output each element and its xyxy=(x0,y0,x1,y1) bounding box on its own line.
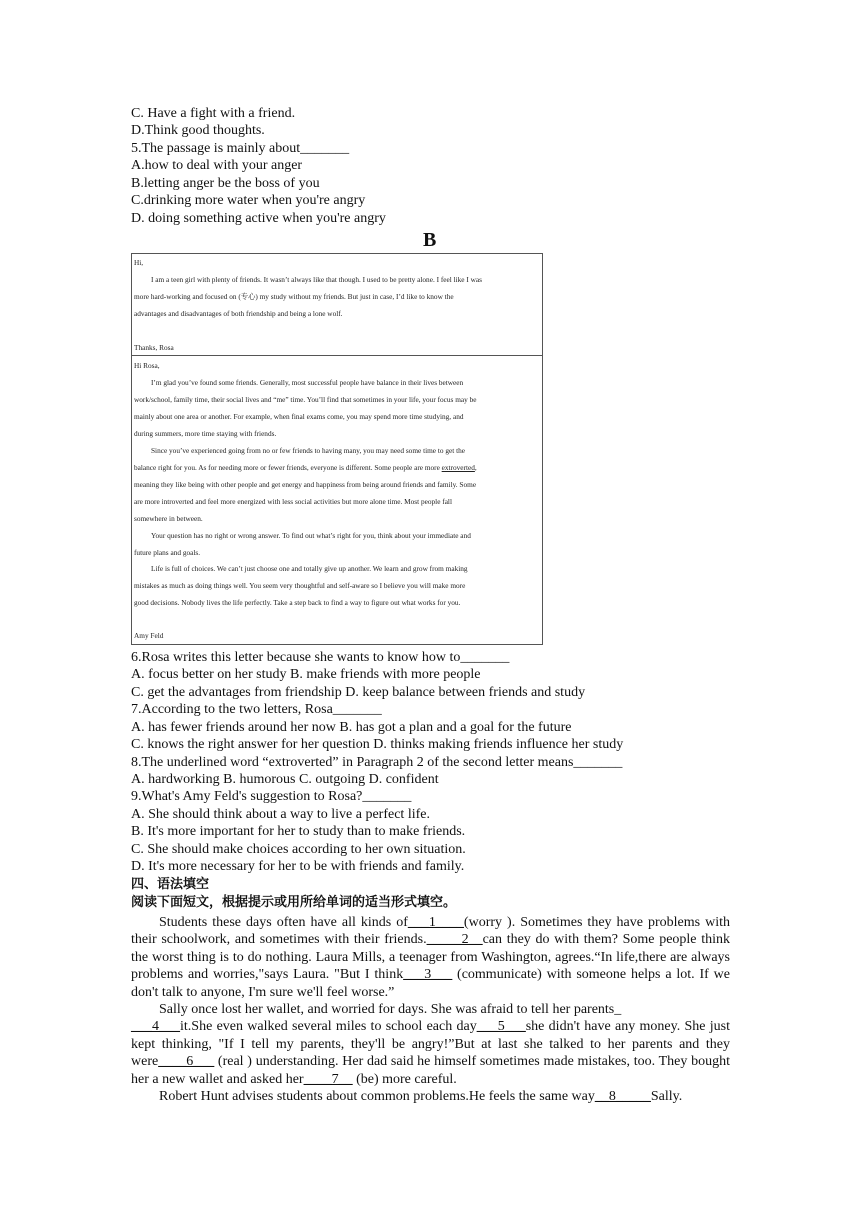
letter-line: somewhere in between. xyxy=(134,514,203,523)
question-stem: 9.What's Amy Feld's suggestion to Rosa?_______ xyxy=(131,789,412,804)
passage-text: can they do with them? Some people think the worst thing is to do nothing. Laura Mills, a teenager from Washington, agrees.“In life,there are always problems and worries,"says Laura. "But I think xyxy=(131,932,730,983)
blank-7[interactable]: ____7__ xyxy=(303,1071,353,1087)
section-title: 四、语法填空 xyxy=(131,877,210,892)
passage-text: (communicate) with someone helps a lot. If we don't talk to anyone, I'm sure we'll feel worse.” xyxy=(131,967,731,1000)
letter-text: balance right for you. As for needing more or fewer friends, everyone is different. Some people are more xyxy=(134,463,440,472)
passage-text: (worry ). Sometimes they have problems with their schoolwork, and sometimes with their friends. xyxy=(131,915,730,948)
option-text: A.how to deal with your anger xyxy=(131,158,303,173)
letter-signature: Thanks, Rosa xyxy=(134,343,174,352)
option-text: D.Think good thoughts. xyxy=(131,123,265,138)
blank-2[interactable]: _____2__ xyxy=(426,932,483,948)
cloze-paragraph-2 xyxy=(131,1001,730,1088)
question-stem: 8.The underlined word “extroverted” in Paragraph 2 of the second letter means_______ xyxy=(131,755,623,770)
option-text: C.drinking more water when you're angry xyxy=(131,193,366,208)
passage-text: Students these days often have all kinds of xyxy=(159,915,408,930)
option-text: C. Have a fight with a friend. xyxy=(131,106,296,121)
option-text: D. doing something active when you're angry xyxy=(131,211,386,226)
letter-line: Since you’ve experienced going from no or few friends to having many, you may need some time to get the xyxy=(151,446,466,455)
passage-text: Robert Hunt advises students about common problems.He feels the same way xyxy=(159,1089,595,1104)
passage-text: (real ) understanding. Her dad said he himself sometimes made mistakes, too. They bought her a new wallet and asked her xyxy=(131,1054,730,1087)
letter-line: good decisions. Nobody lives the life perfectly. Take a step back to find a way to figure out what works for you. xyxy=(134,598,461,607)
cloze-paragraph-3 xyxy=(131,1088,730,1105)
option-text: D. It's more necessary for her to be with friends and family. xyxy=(131,859,465,874)
letter-line: Hi Rosa, xyxy=(134,361,160,370)
blank-3[interactable]: ___3___ xyxy=(403,967,453,983)
letter-line: meaning they like being with other people and get energy and happiness from being around friends and family. Some xyxy=(134,480,477,489)
option-text: A. focus better on her study B. make friends with more people xyxy=(131,667,481,682)
section-heading: B xyxy=(423,229,437,251)
option-text: C. knows the right answer for her question D. thinks making friends influence her study xyxy=(131,737,624,752)
underlined-word: extroverted xyxy=(441,463,475,472)
question-stem: 6.Rosa writes this letter because she wants to know how to_______ xyxy=(131,650,510,665)
letter-text: , xyxy=(474,463,477,472)
passage-text: (be) more careful. xyxy=(352,1071,457,1087)
letter-line: future plans and goals. xyxy=(134,548,201,557)
letter-line: Life is full of choices. We can’t just choose one and totally give up another. We learn and grow from making xyxy=(151,564,468,573)
option-text: B.letting anger be the boss of you xyxy=(131,176,320,191)
blank-1[interactable]: ___1____ xyxy=(407,915,464,930)
letter-line: during summers, more time staying with friends. xyxy=(134,429,277,438)
letter-line: Your question has no right or wrong answer. To find out what’s right for you, think about your immediate and xyxy=(151,531,471,540)
letter-line: mistakes as much as doing things well. You seem very thoughtful and self-aware so I believe you will make more xyxy=(134,581,466,590)
blank-8[interactable]: __8_____ xyxy=(594,1089,651,1104)
letter-line: are more introverted and feel more energized with less social activities but more alone time. Most people fall xyxy=(134,497,452,506)
blank-4[interactable]: ___4___ xyxy=(131,1019,180,1035)
letter-line: Hi, xyxy=(134,258,144,267)
letter-line: work/school, family time, their social lives and “me” time. You’ll find that sometimes in your life, your focus may be xyxy=(134,395,477,404)
letter-line: advantages and disadvantages of both friendship and being a lone wolf. xyxy=(134,309,343,318)
letter-line: I’m glad you’ve found some friends. Generally, most successful people have balance in their lives between xyxy=(151,378,464,387)
blank-6[interactable]: ____6___ xyxy=(158,1054,215,1070)
option-text: A. She should think about a way to live a perfect life. xyxy=(131,807,430,822)
question-stem: 7.According to the two letters, Rosa_______ xyxy=(131,702,382,717)
question-stem: 5.The passage is mainly about_______ xyxy=(131,141,350,156)
letter-from-amy xyxy=(131,355,543,645)
passage-text: she didn't have any money. She just kept thinking, "If I tell my parents, they'll be angry!”But at last she talked to her parents and they were xyxy=(131,1019,731,1070)
letter-from-rosa xyxy=(131,253,543,357)
letter-line: more hard-working and focused on (专心) my study without my friends. But just in case, I’d like to know the xyxy=(134,292,454,301)
passage-text: it.She even walked several miles to school each day xyxy=(180,1019,477,1035)
option-text: B. It's more important for her to study than to make friends. xyxy=(131,824,466,839)
cloze-paragraph-1 xyxy=(131,914,730,1001)
passage-text: Sally once lost her wallet, and worried for days. She was afraid to tell her parents_ xyxy=(159,1002,622,1017)
option-text: C. She should make choices according to her own situation. xyxy=(131,842,466,857)
letter-line xyxy=(134,463,477,472)
section-instruction: 阅读下面短文，根据提示或用所给单词的适当形式填空。 xyxy=(131,895,457,910)
letter-signature: Amy Feld xyxy=(134,631,164,640)
letter-line: mainly about one area or another. For example, when final exams come, you may spend more time studying, and xyxy=(134,412,464,421)
blank-5[interactable]: ___5___ xyxy=(476,1019,526,1035)
option-text: A. hardworking B. humorous C. outgoing D. confident xyxy=(131,772,439,787)
option-text: C. get the advantages from friendship D. keep balance between friends and study xyxy=(131,685,586,700)
passage-text: Sally. xyxy=(650,1089,683,1104)
letter-line: I am a teen girl with plenty of friends. It wasn’t always like that though. I used to be pretty alone. I feel like I was xyxy=(151,275,482,284)
option-text: A. has fewer friends around her now B. has got a plan and a goal for the future xyxy=(131,720,572,735)
